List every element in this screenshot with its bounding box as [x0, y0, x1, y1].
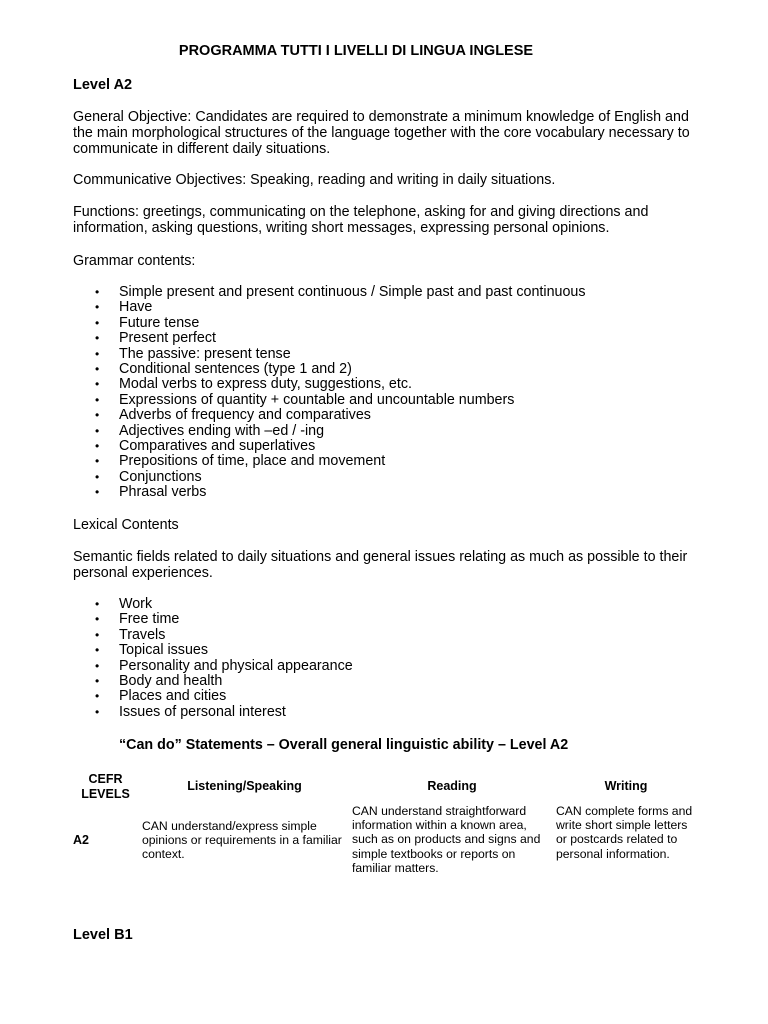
level-b1-heading: Level B1: [73, 927, 133, 943]
table-cell-writing: CAN complete forms and write short simple letters or postcards related to personal information.: [556, 804, 693, 861]
list-item: • Travels: [95, 628, 695, 643]
list-item: • Simple present and present continuous / Simple past and past continuous: [95, 285, 695, 300]
lexical-heading: Lexical Contents: [73, 517, 179, 533]
list-item: • Modal verbs to express duty, suggestions, etc.: [95, 377, 695, 392]
general-objective: General Objective: Candidates are required to demonstrate a minimum knowledge of English and the main morphological structures of the language together with the core vocabulary necessary to communicate in different daily situations.: [73, 109, 690, 157]
list-item: • Present perfect: [95, 331, 695, 346]
grammar-heading: Grammar contents:: [73, 253, 196, 269]
list-item: • Adverbs of frequency and comparatives: [95, 408, 695, 423]
list-item: • Future tense: [95, 316, 695, 331]
list-item: • Phrasal verbs: [95, 485, 695, 500]
table-header-cefr: CEFR LEVELS: [81, 772, 130, 801]
list-item: • Places and cities: [95, 689, 695, 704]
list-item: • Topical issues: [95, 643, 695, 658]
list-item: • Personality and physical appearance: [95, 659, 695, 674]
can-do-title: “Can do” Statements – Overall general linguistic ability – Level A2: [119, 737, 569, 753]
list-item: • Work: [95, 597, 695, 612]
semantic-fields: Semantic fields related to daily situations and general issues relating as much as possible to their personal experiences.: [73, 549, 688, 581]
lexical-list: [95, 597, 695, 720]
table-header-reading: Reading: [427, 779, 477, 793]
table-cell-reading: CAN understand straightforward information within a known area, such as on products and signs and simple textbooks or reports on familiar matters.: [352, 804, 541, 875]
communicative-objectives: Communicative Objectives: Speaking, reading and writing in daily situations.: [73, 172, 556, 188]
grammar-list: [95, 285, 695, 501]
list-item: • Expressions of quantity + countable and uncountable numbers: [95, 393, 695, 408]
table-cell-listening: CAN understand/express simple opinions or requirements in a familiar context.: [142, 819, 342, 862]
list-item: • Conjunctions: [95, 470, 695, 485]
list-item: • Issues of personal interest: [95, 705, 695, 720]
document-title: PROGRAMMA TUTTI I LIVELLI DI LINGUA INGLESE: [178, 43, 534, 59]
list-item: • Free time: [95, 612, 695, 627]
list-item: • Conditional sentences (type 1 and 2): [95, 362, 695, 377]
list-item: • Comparatives and superlatives: [95, 439, 695, 454]
table-header-listening: Listening/Speaking: [187, 779, 302, 793]
list-item: • Body and health: [95, 674, 695, 689]
list-item: • Prepositions of time, place and movement: [95, 454, 695, 469]
list-item: • Have: [95, 300, 695, 315]
level-a2-heading: Level A2: [73, 77, 133, 93]
list-item: • The passive: present tense: [95, 347, 695, 362]
table-cell-level: A2: [73, 833, 89, 847]
list-item: • Adjectives ending with –ed / -ing: [95, 424, 695, 439]
functions: Functions: greetings, communicating on the telephone, asking for and giving directions and information, asking questions, writing short messages, expressing personal opinions.: [73, 204, 649, 236]
table-header-writing: Writing: [604, 779, 648, 793]
